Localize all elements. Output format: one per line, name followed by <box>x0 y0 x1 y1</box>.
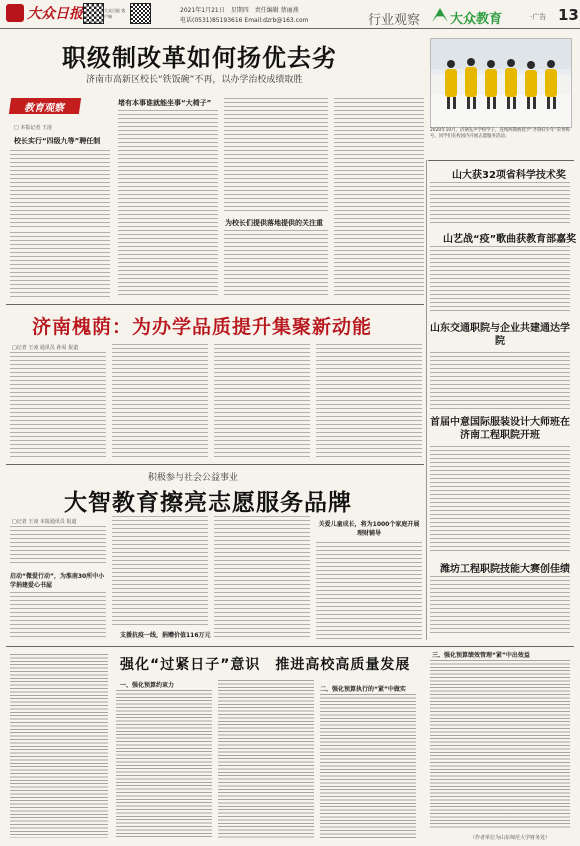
lead-col3-text-b <box>224 230 328 298</box>
bottom-sec1: 一、强化预算约束力 <box>120 682 175 689</box>
volunteer-col2 <box>112 516 208 626</box>
mid-col4 <box>316 344 422 460</box>
app-label: 大众日报 客户端 <box>104 8 126 19</box>
ad-label: ·广告 <box>530 13 547 21</box>
bottom-sec2: 二、强化预算执行的“紧”中做实 <box>320 686 406 693</box>
volunteer-col1 <box>10 526 106 566</box>
qr-code-icon <box>83 3 104 24</box>
lead-photo <box>430 38 572 128</box>
bottom-col3 <box>320 694 416 838</box>
mid-byline: □记者 王凌 通讯员 孙易 报道 <box>12 345 79 351</box>
brief5-title: 潍坊工程职院技能大赛创佳绩 <box>440 564 570 575</box>
paper-name: 大众日报 <box>27 6 83 22</box>
newspaper-logo <box>6 4 24 22</box>
lead-col1-text <box>10 150 110 230</box>
section-brand: 大众教育 <box>450 12 503 27</box>
column-logo-text: 教育观察 <box>24 103 64 114</box>
page-number: 13 <box>558 6 579 24</box>
brief3-title: 山东交通职院与企业共建通达学院 <box>430 323 570 347</box>
brief4-title: 首届中意国际服装设计大师班在济南工程职院开班 <box>430 417 570 441</box>
volunteer-sec2: 支援抗疫一线，捐赠价值116万元 <box>120 632 211 639</box>
bottom-col0 <box>10 654 108 838</box>
mid-headline: 济南槐荫：为办学品质提升集聚新动能 <box>32 316 373 338</box>
volunteer-kicker: 积极参与社会公益事业 <box>148 473 239 483</box>
volunteer-col4 <box>316 542 422 640</box>
brief3-text <box>430 352 570 410</box>
volunteer-sec3: 关爱儿童成长，将为1000个家庭开展理财辅导 <box>318 521 420 537</box>
lead-col3-text <box>224 98 328 214</box>
qr-code-icon-2 <box>130 3 151 24</box>
lead-col4-text <box>334 98 424 298</box>
brief2-text <box>430 246 570 314</box>
brief4-text <box>430 446 570 554</box>
lead-col1-text-b <box>10 232 110 298</box>
volunteer-headline: 大智教育擦亮志愿服务品牌 <box>64 490 352 516</box>
contact-line: 电话(0531)85193616 Email:dzrb@163.com <box>180 17 309 24</box>
section-label: 行业观察 <box>368 13 421 28</box>
bottom-col1 <box>116 690 212 838</box>
brief1-title: 山大获32项省科学技术奖 <box>452 170 566 181</box>
bottom-note: （作者单位为山东师范大学财务处） <box>470 835 551 841</box>
brief2-title: 山艺战“疫”歌曲获教育部嘉奖 <box>443 234 577 245</box>
volunteer-byline: □记者 王凌 本报通讯员 报道 <box>12 519 77 525</box>
lead-sec2: 堵有本事谁就能坐事“大椅子” <box>118 99 212 107</box>
mid-col2 <box>112 344 208 460</box>
lead-sec3: 为校长们提供落地提供的关注重 <box>225 219 323 227</box>
bottom-sec3: 三、强化预算绩效管理“紧”中出效益 <box>432 652 530 659</box>
lead-subtitle: 济南市高新区校长“铁饭碗”不再，以办学治校成绩取胜 <box>86 75 303 85</box>
volunteer-col1-b <box>10 592 106 640</box>
brand-logo-icon <box>432 8 448 22</box>
brief1-text <box>430 182 570 226</box>
lead-byline: □ 本报记者 王凌 <box>14 125 52 131</box>
bottom-col2 <box>218 680 314 838</box>
masthead <box>0 0 580 30</box>
bottom-headline: 强化“过紧日子”意识 推进高校高质量发展 <box>120 657 411 673</box>
bottom-col4 <box>430 660 570 830</box>
brief5-text <box>430 576 570 636</box>
photo-caption: 2020年10月，济钢先声学校学子，连续两期被授予“齐鲁好少年”荣誉称号，同学们在校园内开展志愿服务活动。 <box>430 128 570 139</box>
lead-sec1: 校长实行“四级九等”聘任制 <box>14 137 101 145</box>
volunteer-col3 <box>214 516 310 640</box>
mid-col3 <box>214 344 310 460</box>
date-editor: 2021年1月21日 星期四 责任编辑 蔡丽燕 <box>180 7 299 14</box>
lead-headline: 职级制改革如何扬优去劣 <box>62 44 337 72</box>
lead-col2-text <box>118 110 218 298</box>
mid-col1 <box>10 352 106 460</box>
volunteer-sec1: 启动“微爱行动”，为淮南30所中小学捐建爱心书屋 <box>10 573 105 589</box>
